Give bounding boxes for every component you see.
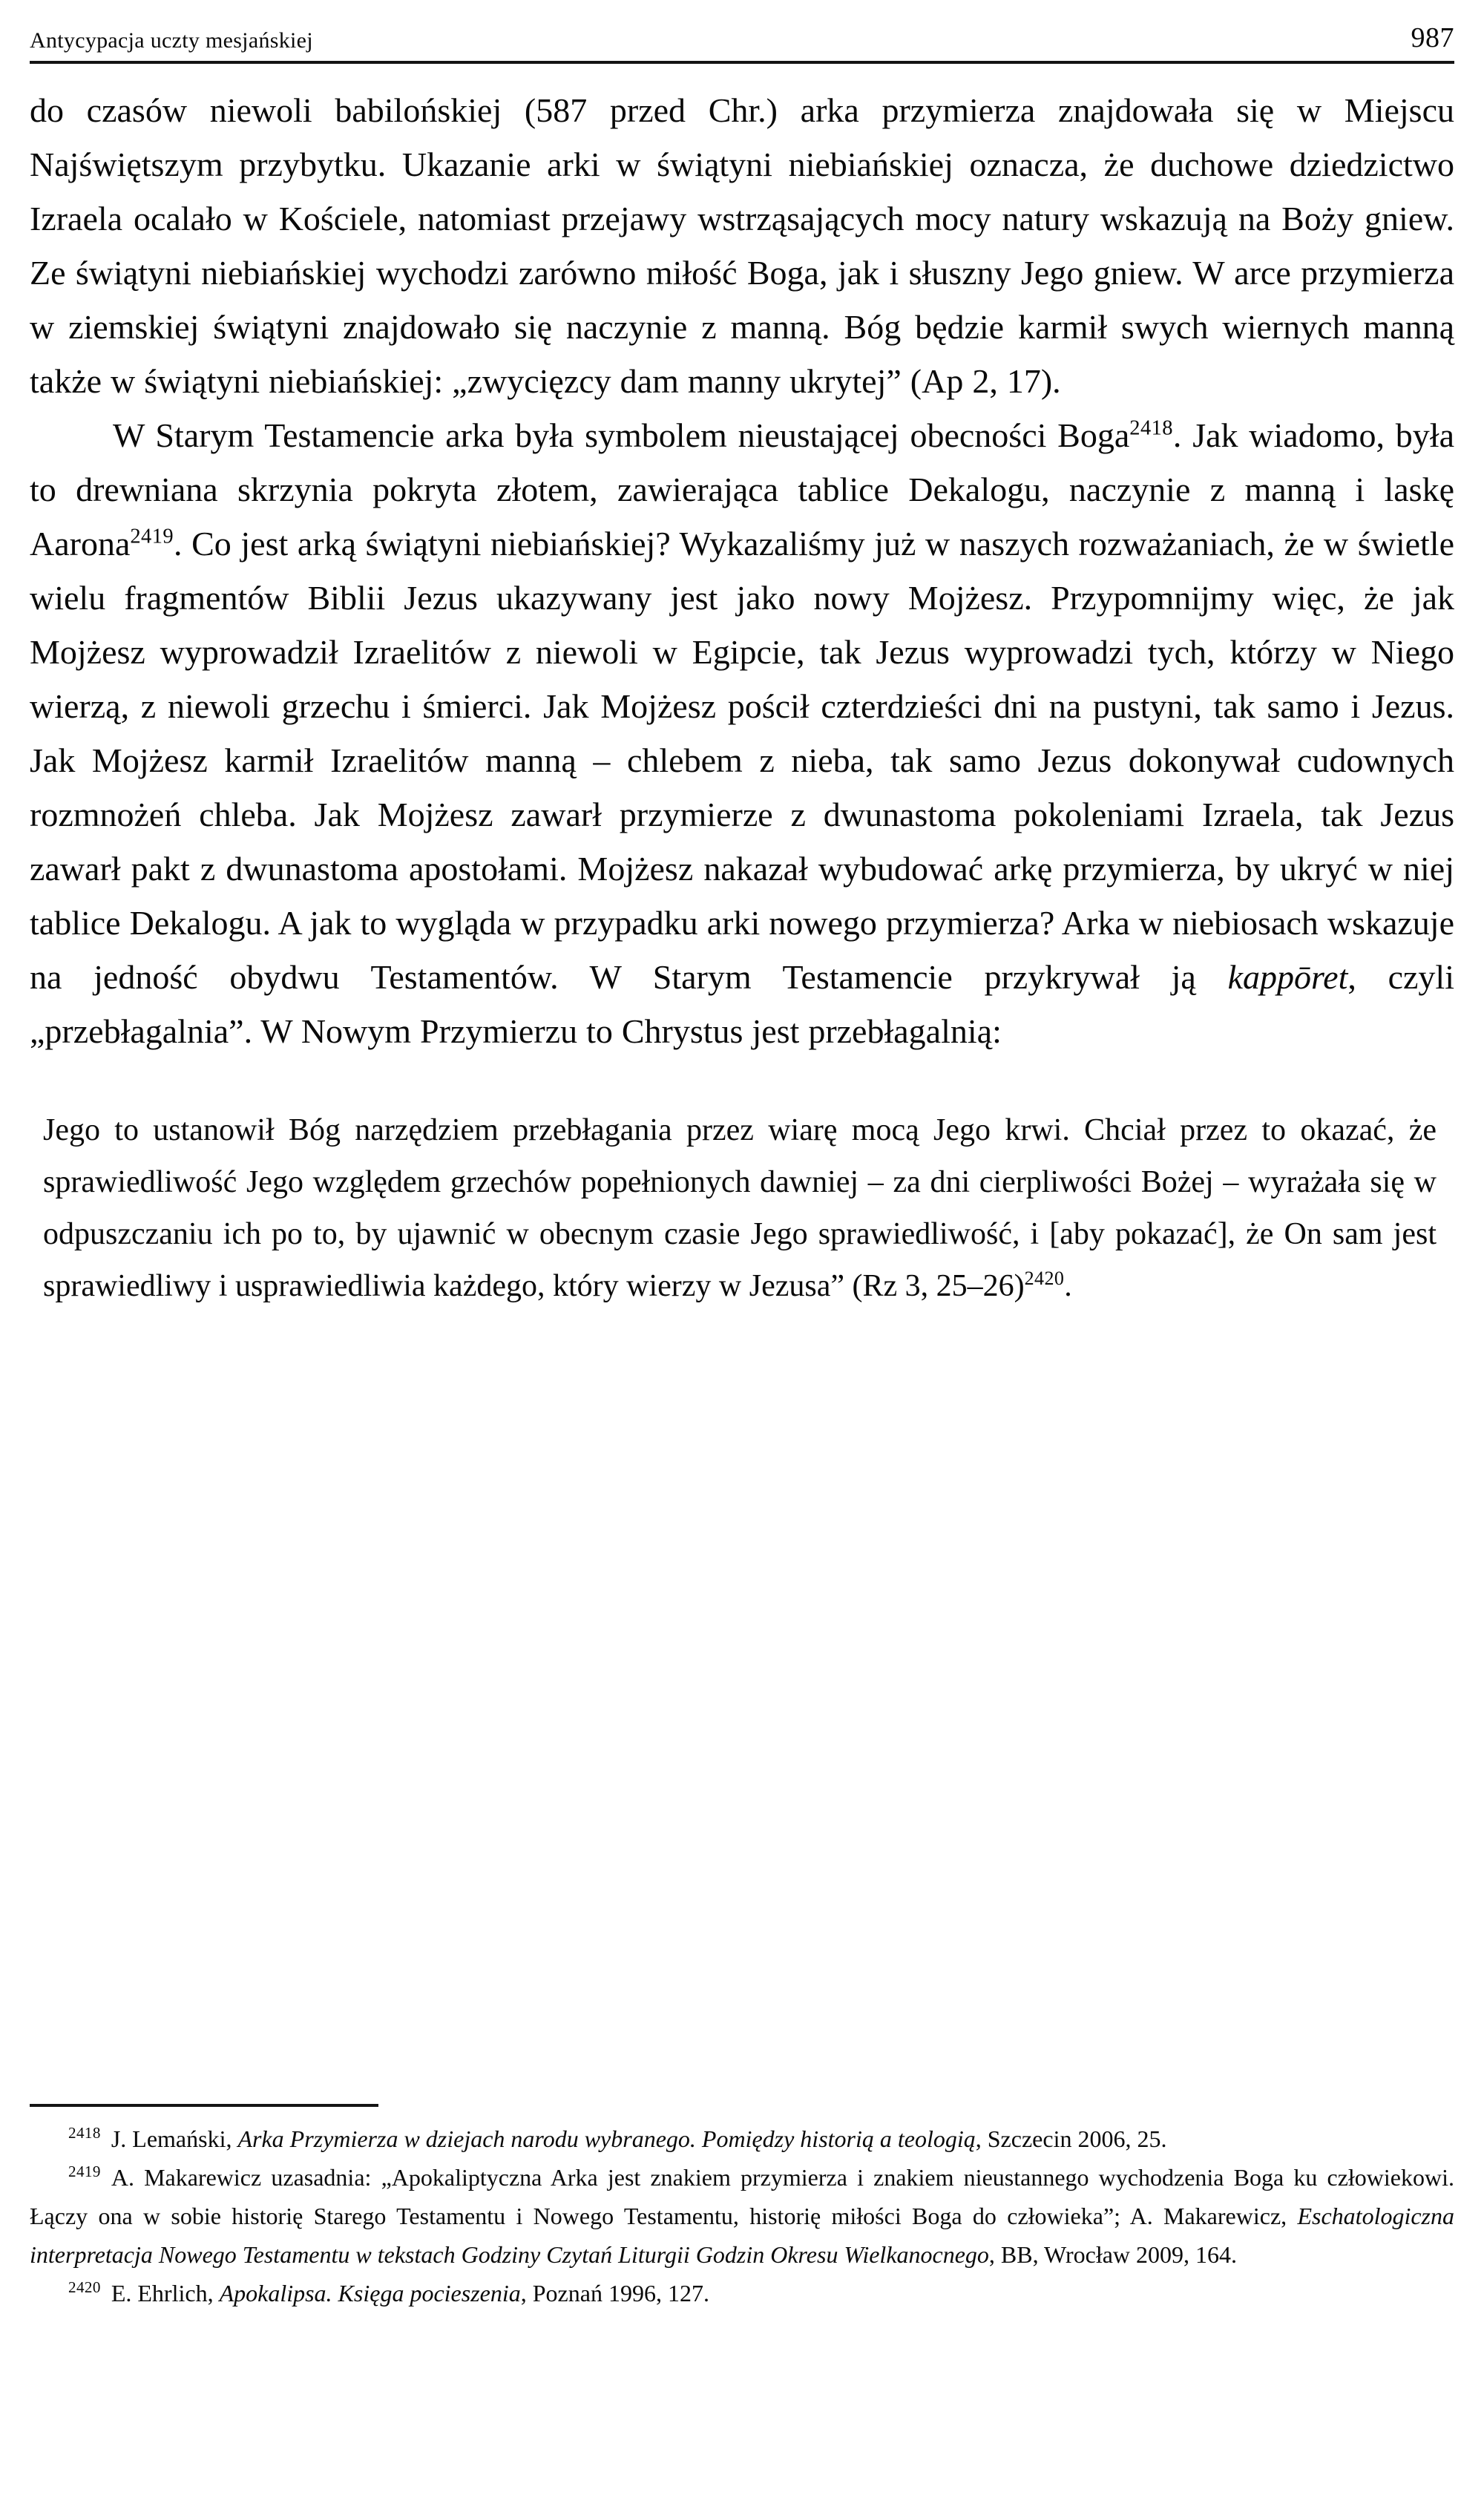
italic-title: Apokalipsa. Księga pocieszenia [219,2280,521,2306]
block-quotation [30,1104,1454,1312]
quote-spacer [30,1058,1454,1104]
body-text-block [30,83,1454,1312]
footnote-reference[interactable]: 2419 [130,525,174,548]
italic-title: Eschatologiczna interpretacja Nowego Testamentu w tekstach Godziny Czytań Liturgii Godzin Okresu Wielkanocnego [30,2203,1454,2268]
footnote-reference[interactable]: 2418 [1129,416,1173,440]
footnote-2419: $^{2419}$ A. Makarewicz uzasadnia: „Apokaliptyczna Arka jest znakiem przymierza i znakiem nieustannego wychodzenia Boga ku człowiekowi. Łączy ona w sobie historię Starego Testamentu i Nowego Testamentu, historię miłości Boga do człowieka”; A. Makarewicz, Eschatologiczna interpretacja Nowego Testamentu w tekstach Godziny Czytań Liturgii Godzin Okresu Wielkanocnego, BB, Wrocław 2009, 164. [30,2163,1454,2268]
paragraph-arka-symbol: W Starym Testamencie arka była symbolem nieustającej obecności Boga$^{2418}$. Jak wiadomo, była to drewniana skrzynia pokryta złotem, zawierająca tablice Dekalogu, naczynie z manną i laskę Aarona$^{2419}$. Co jest arką świątyni niebiańskiej? Wykazaliśmy już w naszych rozważaniach, że w świetle wielu fragmentów Biblii Jezus ukazywany jest jako nowy Mojżesz. Przypomnijmy więc, że jak Mojżesz wyprowadził Izraelitów z niewoli w Egipcie, tak Jezus wyprowadzi tych, którzy w Niego wierzą, z niewoli grzechu i śmierci. Jak Mojżesz pościł czterdzieści dni na pustyni, tak samo i Jezus. Jak Mojżesz karmił Izraelitów manną – chlebem z nieba, tak samo Jezus dokonywał cudownych rozmnożeń chleba. Jak Mojżesz zawarł przymierze z dwunastoma pokoleniami Izraela, tak Jezus zawarł pakt z dwunastoma apostołami. Mojżesz nakazał wybudować arkę przymierza, by ukryć w niej tablice Dekalogu. A jak to wygląda w przypadku arki nowego przymierza? Arka w niebiosach wskazuje na jedność obydwu Testamentów. W Starym Testamencie przykrywał ją kappōret, czyli „przebłagalnia”. W Nowym Przymierzu to Chrystus jest przebłagalnią: [30,416,1454,1050]
footnote-number[interactable]: 2418 [68,2124,101,2142]
italic-title: Arka Przymierza w dziejach narodu wybranego. Pomiędzy historią a teologią [237,2125,976,2152]
paragraph-continued: do czasów niewoli babilońskiej (587 przed Chr.) arka przymierza znajdowała się w Miejscu Najświętszym przybytku. Ukazanie arki w świątyni niebiańskiej oznacza, że duchowe dziedzictwo Izraela ocalało w Kościele, natomiast przejawy wstrząsających mocy natury wskazują na Boży gniew. Ze świątyni niebiańskiej wychodzi zarówno miłość Boga, jak i słuszny Jego gniew. W arce przymierza w ziemskiej świątyni znajdowało się naczynie z manną. Bóg będzie karmił swych wiernych manną także w świątyni niebiańskiej: „zwycięzcy dam manny ukrytej” (Ap 2, 17). [30,91,1454,400]
footnote-2420: $^{2420}$ E. Ehrlich, Apokalipsa. Księga pocieszenia, Poznań 1996, 127. [68,2278,709,2306]
quotation-text: Jego to ustanowił Bóg narzędziem przebłagania przez wiarę mocą Jego krwi. Chciał przez to okazać, że sprawiedliwość Jego względem grzechów popełnionych dawniej – za dni cierpliwości Bożej – wyrażała się w odpuszczaniu ich po to, by ujawnić w obecnym czasie Jego sprawiedliwość, i [aby pokazać], że On sam jest sprawiedliwy i usprawiedliwia każdego, który wierzy w Jezusa” (Rz 3, 25–26)$^{2420}$. [43,1113,1437,1303]
italic-title: kappōret [1227,958,1348,996]
running-head-title: Antycypacja uczty mesjańskiej [30,28,313,53]
footnotes-block [30,2119,1454,2312]
header-rule [30,61,1454,64]
running-head [30,6,1454,52]
footnote-2418: $^{2418}$ J. Lemański, Arka Przymierza w dziejach narodu wybranego. Pomiędzy historią a teologią, Szczecin 2006, 25. [68,2124,1167,2152]
footnote-number[interactable]: 2419 [68,2163,101,2181]
footnote-number[interactable]: 2420 [68,2278,101,2297]
footnote-reference[interactable]: 2420 [1024,1268,1065,1289]
page-number: 987 [1411,22,1454,53]
footnote-separator-rule [30,2104,378,2107]
